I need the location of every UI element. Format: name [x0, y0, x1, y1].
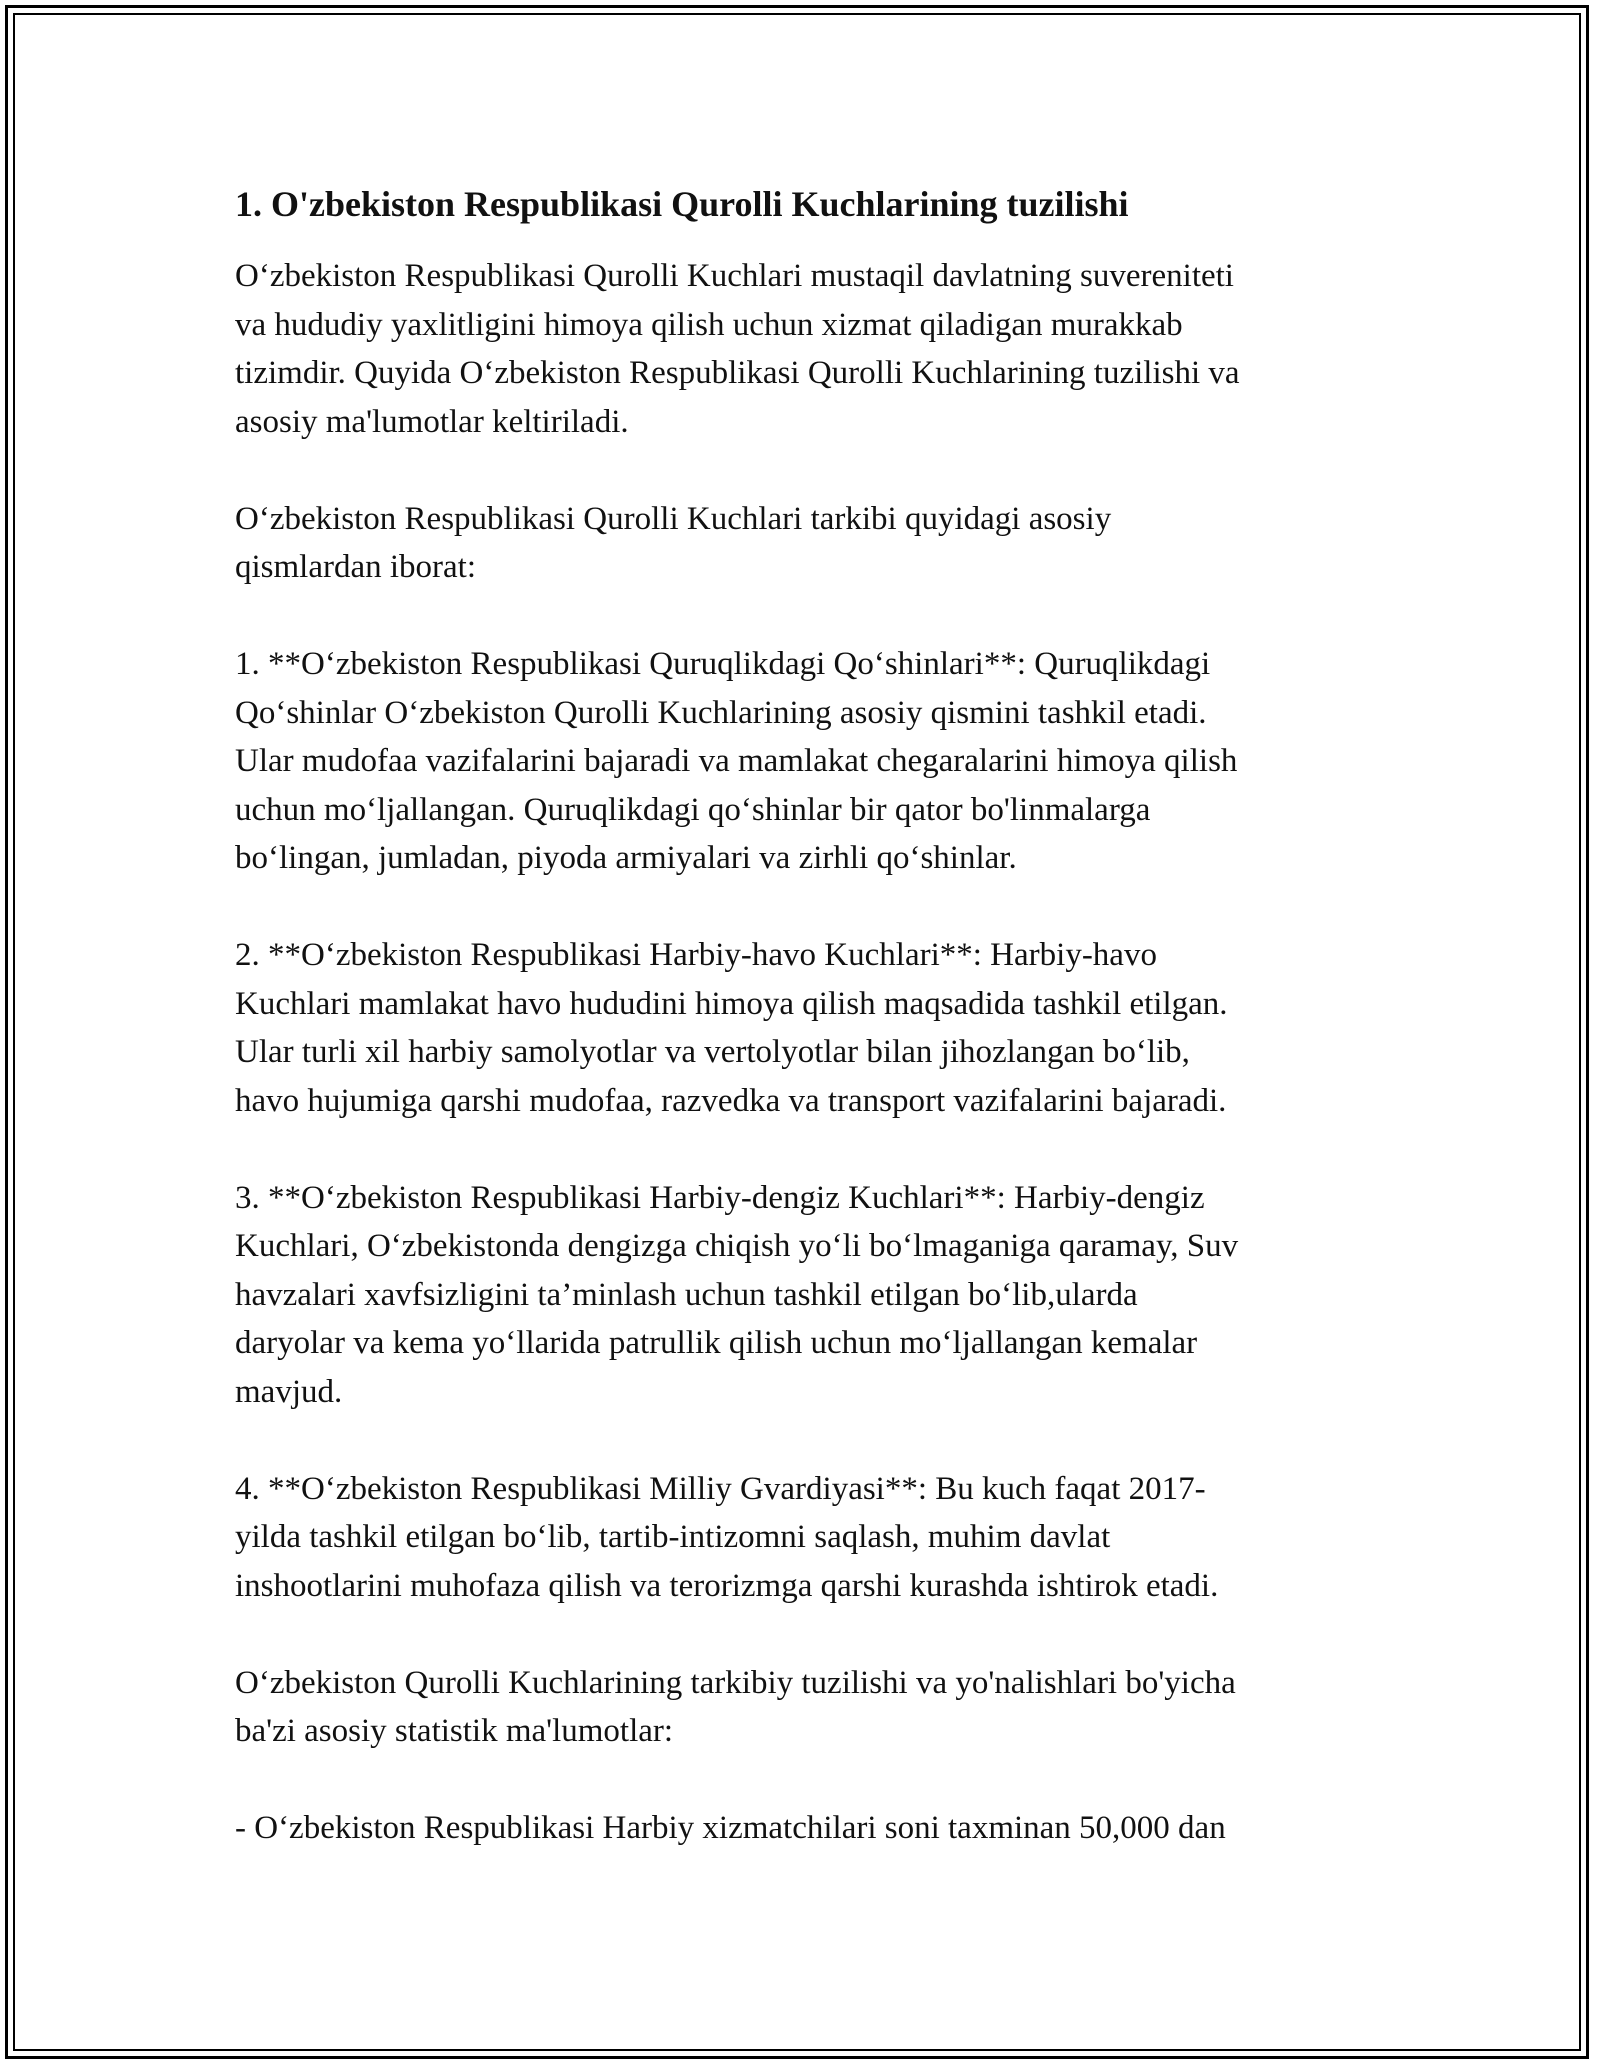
text-line: 4. **O‘zbekiston Respublikasi Milliy Gvardiyasi**: Bu kuch faqat 2017-: [235, 1470, 1206, 1507]
paragraph: [235, 1804, 1365, 1853]
paragraph: [235, 640, 1365, 883]
text-line: Ular mudofaa vazifalarini bajaradi va mamlakat chegaralarini himoya qilish: [235, 743, 1238, 779]
document-body: [235, 180, 1365, 1901]
text-line: havzalari xavfsizligini ta’minlash uchun tashkil etilgan bo‘lib,ularda: [235, 1276, 1138, 1313]
text-line: havo hujumiga qarshi mudofaa, razvedka va transport vazifalarini bajaradi.: [235, 1082, 1227, 1119]
text-line: 2. **O‘zbekiston Respublikasi Harbiy-havo Kuchlari**: Harbiy-havo: [235, 937, 1157, 973]
text-line: va hududiy yaxlitligini himoya qilish uchun xizmat qiladigan murakkab: [235, 306, 1183, 343]
text-line: daryolar va kema yo‘llarida patrullik qilish uchun mo‘ljallangan kemalar: [235, 1325, 1198, 1361]
text-line: - O‘zbekiston Respublikasi Harbiy xizmatchilari soni taxminan 50,000 dan: [235, 1810, 1226, 1846]
text-line: mavjud.: [235, 1373, 343, 1410]
paragraph: [235, 252, 1365, 446]
text-line: ba'zi asosiy statistik ma'lumotlar:: [235, 1713, 674, 1749]
text-line: O‘zbekiston Respublikasi Qurolli Kuchlari mustaqil davlatning suvereniteti: [235, 258, 1234, 294]
text-line: O‘zbekiston Respublikasi Qurolli Kuchlari tarkibi quyidagi asosiy: [235, 500, 1112, 537]
text-line: Kuchlari, O‘zbekistonda dengizga chiqish yo‘li bo‘lmaganiga qaramay, Suv: [235, 1228, 1239, 1264]
text-line: qismlardan iborat:: [235, 549, 477, 585]
paragraph: [235, 1174, 1365, 1417]
text-line: uchun mo‘ljallangan. Quruqlikdagi qo‘shinlar bir qator bo'linmalarga: [235, 791, 1151, 828]
paragraph-list: [235, 252, 1365, 1853]
paragraph: [235, 1659, 1365, 1756]
section-heading: 1. O'zbekiston Respublikasi Qurolli Kuchlarining tuzilishi: [235, 184, 1129, 224]
text-line: inshootlarini muhofaza qilish va terorizmga qarshi kurashda ishtirok etadi.: [235, 1567, 1219, 1604]
text-line: Ular turli xil harbiy samolyotlar va vertolyotlar bilan jihozlangan bo‘lib,: [235, 1034, 1190, 1070]
text-line: bo‘lingan, jumladan, piyoda armiyalari va zirhli qo‘shinlar.: [235, 840, 1017, 876]
text-line: 3. **O‘zbekiston Respublikasi Harbiy-dengiz Kuchlari**: Harbiy-dengiz: [235, 1179, 1205, 1216]
text-line: O‘zbekiston Qurolli Kuchlarining tarkibiy tuzilishi va yo'nalishlari bo'yicha: [235, 1664, 1236, 1701]
text-line: yilda tashkil etilgan bo‘lib, tartib-intizomni saqlash, muhim davlat: [235, 1519, 1111, 1555]
paragraph: [235, 1465, 1365, 1611]
paragraph: [235, 931, 1365, 1125]
text-line: asosiy ma'lumotlar keltiriladi.: [235, 403, 629, 440]
text-line: Qo‘shinlar O‘zbekiston Qurolli Kuchlarining asosiy qismini tashkil etadi.: [235, 694, 1207, 731]
text-line: tizimdir. Quyida O‘zbekiston Respublikasi Qurolli Kuchlarining tuzilishi va: [235, 355, 1240, 391]
text-line: Kuchlari mamlakat havo hududini himoya qilish maqsadida tashkil etilgan.: [235, 985, 1228, 1022]
paragraph: [235, 495, 1365, 592]
text-line: 1. **O‘zbekiston Respublikasi Quruqlikdagi Qo‘shinlari**: Quruqlikdagi: [235, 646, 1211, 682]
